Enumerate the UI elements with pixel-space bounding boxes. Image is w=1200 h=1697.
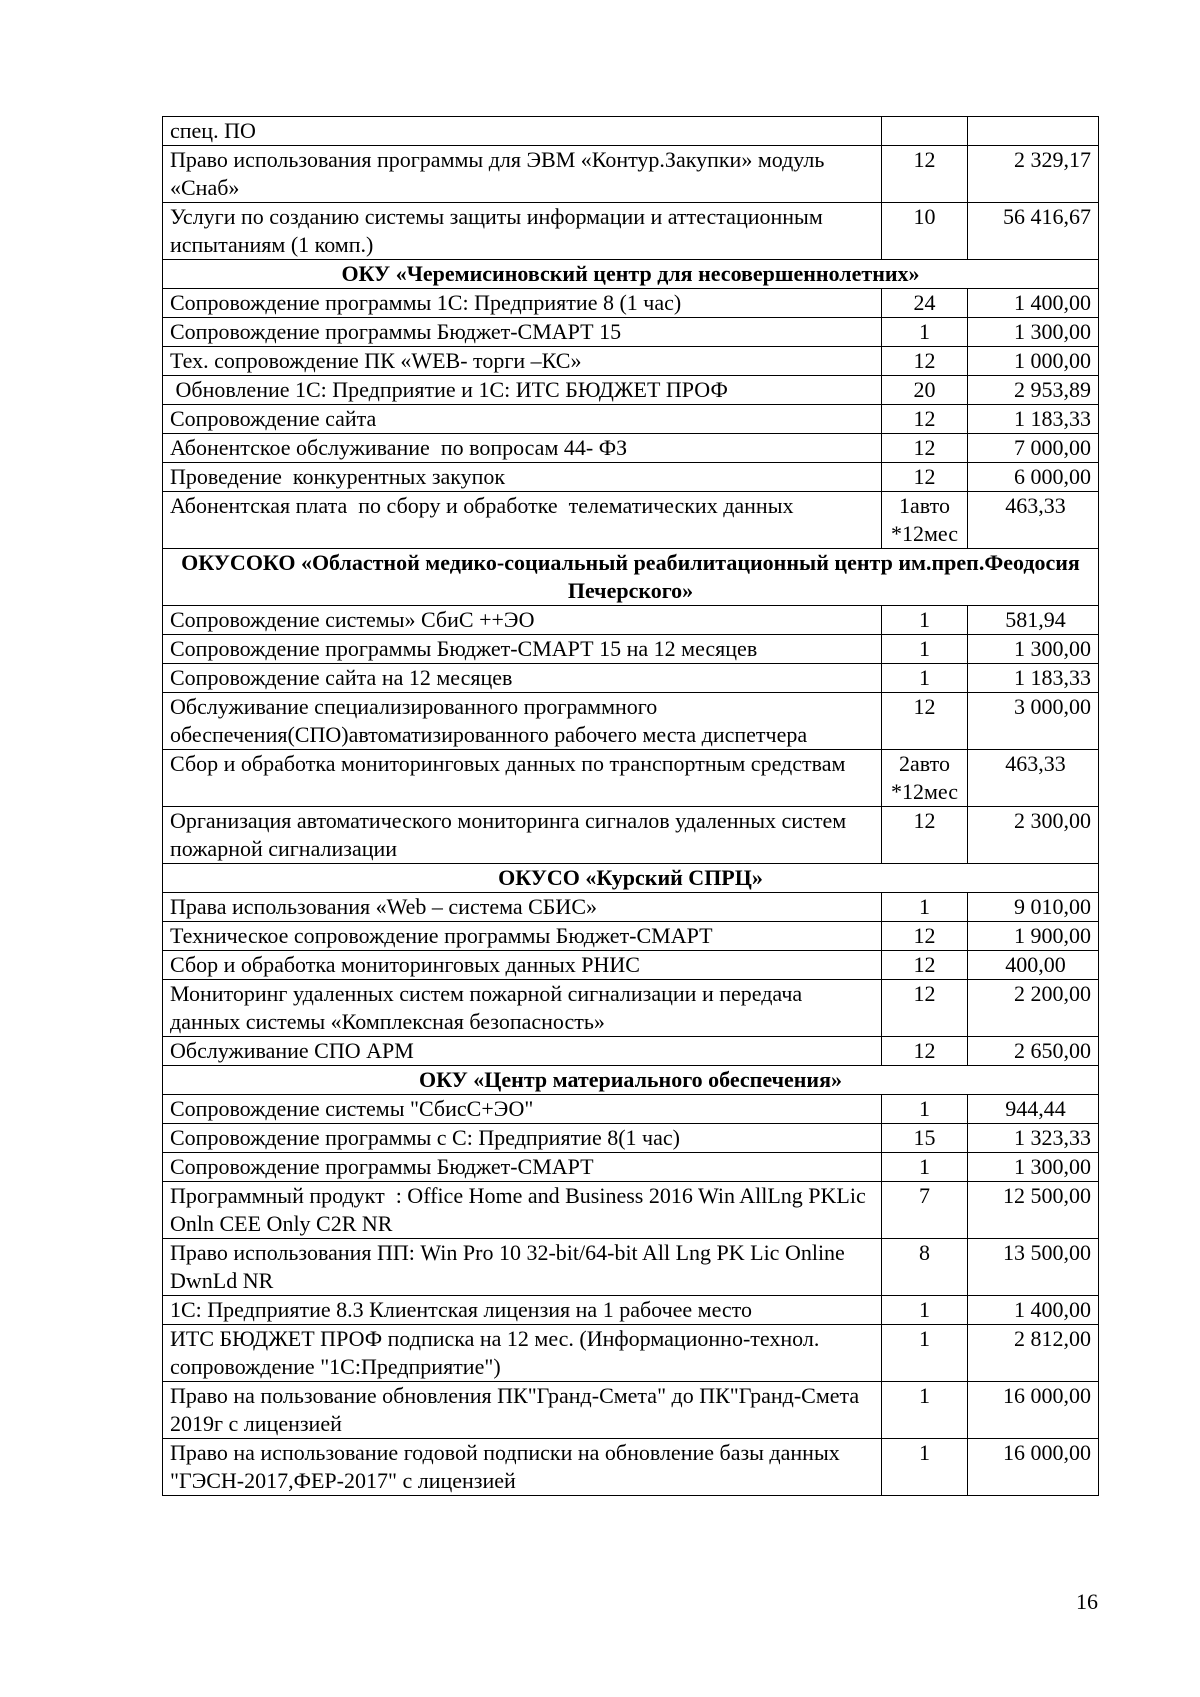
quantity-cell: 12 [882, 405, 968, 434]
amount-cell: 581,94 [968, 606, 1099, 635]
amount-cell: 463,33 [968, 750, 1099, 807]
amount-cell: 3 000,00 [968, 693, 1099, 750]
table-row [163, 1095, 1099, 1124]
quantity-cell [882, 117, 968, 146]
expenses-table [162, 116, 1099, 1496]
table-row [163, 1182, 1099, 1239]
amount-cell: 1 000,00 [968, 347, 1099, 376]
table-row [163, 1037, 1099, 1066]
amount-cell: 6 000,00 [968, 463, 1099, 492]
quantity-cell: 12 [882, 146, 968, 203]
item-name-cell: Сопровождение сайта [163, 405, 882, 434]
section-header-row [163, 260, 1099, 289]
amount-cell: 400,00 [968, 951, 1099, 980]
item-name-cell: Сопровождение программы с С: Предприятие 8(1 час) [163, 1124, 882, 1153]
amount-cell: 56 416,67 [968, 203, 1099, 260]
quantity-cell: 1 [882, 1325, 968, 1382]
section-header-row [163, 549, 1099, 606]
quantity-cell: 12 [882, 463, 968, 492]
amount-cell: 1 900,00 [968, 922, 1099, 951]
item-name-cell: Сбор и обработка мониторинговых данных по транспортным средствам [163, 750, 882, 807]
table-body [163, 117, 1099, 1496]
item-name-cell: Абонентское обслуживание по вопросам 44- ФЗ [163, 434, 882, 463]
item-name-cell: спец. ПО [163, 117, 882, 146]
amount-cell: 1 300,00 [968, 1153, 1099, 1182]
item-name-cell: Обслуживание специализированного программного обеспечения(СПО)автоматизированного рабочего места диспетчера [163, 693, 882, 750]
amount-cell: 1 300,00 [968, 318, 1099, 347]
amount-cell: 7 000,00 [968, 434, 1099, 463]
section-title: ОКУСО «Курский СПРЦ» [163, 864, 1099, 893]
quantity-cell: 1 [882, 318, 968, 347]
table-row [163, 606, 1099, 635]
item-name-cell: Организация автоматического мониторинга сигналов удаленных систем пожарной сигнализации [163, 807, 882, 864]
quantity-cell: 12 [882, 434, 968, 463]
item-name-cell: Право на использование годовой подписки на обновление базы данных "ГЭСН-2017,ФЕР-2017" с лицензией [163, 1439, 882, 1496]
table-row [163, 1239, 1099, 1296]
section-title: ОКУ «Центр материального обеспечения» [163, 1066, 1099, 1095]
table-row [163, 1153, 1099, 1182]
table-row [163, 893, 1099, 922]
quantity-cell: 1 [882, 664, 968, 693]
table-row [163, 693, 1099, 750]
amount-cell [968, 117, 1099, 146]
item-name-cell: Обновление 1С: Предприятие и 1С: ИТС БЮДЖЕТ ПРОФ [163, 376, 882, 405]
quantity-cell: 1 [882, 635, 968, 664]
amount-cell: 16 000,00 [968, 1382, 1099, 1439]
table-row [163, 807, 1099, 864]
table-row [163, 318, 1099, 347]
item-name-cell: Обслуживание СПО АРМ [163, 1037, 882, 1066]
item-name-cell: Сбор и обработка мониторинговых данных РНИС [163, 951, 882, 980]
item-name-cell: Право использования программы для ЭВМ «Контур.Закупки» модуль «Снаб» [163, 146, 882, 203]
quantity-cell: 1 [882, 1153, 968, 1182]
table-row [163, 635, 1099, 664]
item-name-cell: Сопровождение программы Бюджет-СМАРТ [163, 1153, 882, 1182]
table-row [163, 146, 1099, 203]
table-row [163, 203, 1099, 260]
quantity-cell: 1 [882, 1439, 968, 1496]
quantity-cell: 8 [882, 1239, 968, 1296]
amount-cell: 1 183,33 [968, 664, 1099, 693]
table-row [163, 951, 1099, 980]
table-row [163, 117, 1099, 146]
item-name-cell: Сопровождение программы Бюджет-СМАРТ 15 на 12 месяцев [163, 635, 882, 664]
item-name-cell: Сопровождение системы "СбисС+ЭО" [163, 1095, 882, 1124]
amount-cell: 12 500,00 [968, 1182, 1099, 1239]
table-row [163, 347, 1099, 376]
item-name-cell: Тех. сопровождение ПК «WEB- торги –КС» [163, 347, 882, 376]
quantity-cell: 1 [882, 1095, 968, 1124]
quantity-cell: 1 [882, 1296, 968, 1325]
amount-cell: 1 300,00 [968, 635, 1099, 664]
item-name-cell: Сопровождение программы Бюджет-СМАРТ 15 [163, 318, 882, 347]
item-name-cell: Право на пользование обновления ПК"Гранд-Смета" до ПК"Гранд-Смета 2019г с лицензией [163, 1382, 882, 1439]
amount-cell: 16 000,00 [968, 1439, 1099, 1496]
table-row [163, 1325, 1099, 1382]
section-header-row [163, 864, 1099, 893]
section-title: ОКУСОКО «Областной медико-социальный реабилитационный центр им.преп.Феодосия Печерского» [163, 549, 1099, 606]
item-name-cell: Мониторинг удаленных систем пожарной сигнализации и передача данных системы «Комплексная безопасность» [163, 980, 882, 1037]
item-name-cell: 1С: Предприятие 8.3 Клиентская лицензия на 1 рабочее место [163, 1296, 882, 1325]
table-row [163, 492, 1099, 549]
amount-cell: 1 323,33 [968, 1124, 1099, 1153]
quantity-cell: 10 [882, 203, 968, 260]
quantity-cell: 1 [882, 893, 968, 922]
table-row [163, 1439, 1099, 1496]
item-name-cell: ИТС БЮДЖЕТ ПРОФ подписка на 12 мес. (Информационно-технол. сопровождение "1С:Предприятие") [163, 1325, 882, 1382]
table-row [163, 405, 1099, 434]
table-row [163, 1124, 1099, 1153]
amount-cell: 2 329,17 [968, 146, 1099, 203]
quantity-cell: 12 [882, 980, 968, 1037]
table-row [163, 980, 1099, 1037]
item-name-cell: Техническое сопровождение программы Бюджет-СМАРТ [163, 922, 882, 951]
quantity-cell: 2авто *12мес [882, 750, 968, 807]
quantity-cell: 1авто *12мес [882, 492, 968, 549]
quantity-cell: 7 [882, 1182, 968, 1239]
amount-cell: 2 200,00 [968, 980, 1099, 1037]
item-name-cell: Права использования «Web – система СБИС» [163, 893, 882, 922]
quantity-cell: 15 [882, 1124, 968, 1153]
amount-cell: 13 500,00 [968, 1239, 1099, 1296]
quantity-cell: 12 [882, 347, 968, 376]
quantity-cell: 12 [882, 807, 968, 864]
quantity-cell: 20 [882, 376, 968, 405]
item-name-cell: Сопровождение программы 1С: Предприятие 8 (1 час) [163, 289, 882, 318]
quantity-cell: 1 [882, 1382, 968, 1439]
page-number: 16 [1076, 1589, 1098, 1614]
quantity-cell: 12 [882, 693, 968, 750]
item-name-cell: Сопровождение системы» СбиС ++ЭО [163, 606, 882, 635]
item-name-cell: Программный продукт : Office Home and Business 2016 Win AllLng PKLic Onln CEE Only C2R NR [163, 1182, 882, 1239]
table-row [163, 289, 1099, 318]
table-row [163, 463, 1099, 492]
quantity-cell: 1 [882, 606, 968, 635]
quantity-cell: 24 [882, 289, 968, 318]
amount-cell: 1 183,33 [968, 405, 1099, 434]
amount-cell: 2 650,00 [968, 1037, 1099, 1066]
table-row [163, 750, 1099, 807]
amount-cell: 1 400,00 [968, 289, 1099, 318]
amount-cell: 9 010,00 [968, 893, 1099, 922]
item-name-cell: Право использования ПП: Win Pro 10 32-bit/64-bit All Lng PK Lic Online DwnLd NR [163, 1239, 882, 1296]
amount-cell: 2 953,89 [968, 376, 1099, 405]
amount-cell: 463,33 [968, 492, 1099, 549]
item-name-cell: Сопровождение сайта на 12 месяцев [163, 664, 882, 693]
item-name-cell: Абонентская плата по сбору и обработке телематических данных [163, 492, 882, 549]
table-row [163, 1382, 1099, 1439]
table-row [163, 434, 1099, 463]
amount-cell: 2 812,00 [968, 1325, 1099, 1382]
quantity-cell: 12 [882, 922, 968, 951]
item-name-cell: Проведение конкурентных закупок [163, 463, 882, 492]
item-name-cell: Услуги по созданию системы защиты информации и аттестационным испытаниям (1 комп.) [163, 203, 882, 260]
section-title: ОКУ «Черемисиновский центр для несовершеннолетних» [163, 260, 1099, 289]
table-row [163, 664, 1099, 693]
amount-cell: 2 300,00 [968, 807, 1099, 864]
quantity-cell: 12 [882, 951, 968, 980]
section-header-row [163, 1066, 1099, 1095]
quantity-cell: 12 [882, 1037, 968, 1066]
table-row [163, 922, 1099, 951]
table-row [163, 1296, 1099, 1325]
amount-cell: 1 400,00 [968, 1296, 1099, 1325]
amount-cell: 944,44 [968, 1095, 1099, 1124]
table-row [163, 376, 1099, 405]
